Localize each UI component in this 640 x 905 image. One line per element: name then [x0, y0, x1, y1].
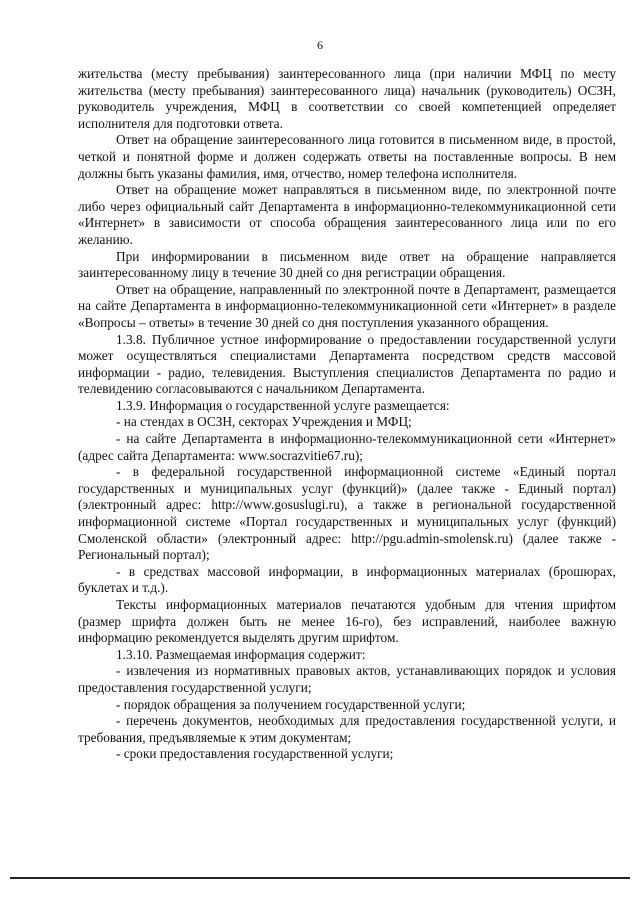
paragraph-1-3-9: 1.3.9. Информация о государственной услуге размещается: — [116, 397, 450, 413]
paragraph-1-3-10: 1.3.10. Размещаемая информация содержит: — [116, 646, 366, 662]
paragraph-1-3-8: 1.3.8. Публичное устное информирование о предоставлении государственной услуги может осуществляться специалистами Департамента посредством средств массовой информации - радио, телевидения. Выступления специалистов Департамента по радио и телевидению согласовываются с начальником Департамента. — [78, 331, 616, 397]
list-item-portals: - в федеральной государственной информационной системе «Единый портал государственных и муниципальных услуг (функций)» (далее также - Единый портал) (электронный адрес: http://www.gosuslugi.ru), а также в региональной государственной информационной системе «Портал государственных и муниципальных услуг (функций) Смоленской области» (электронный адрес: http://pgu.admin-smolensk.ru) (далее также - Региональный портал); — [78, 464, 616, 563]
list-item-documents: - перечень документов, необходимых для предоставления государственной услуги, и требования, предъявляемые к этим документам; — [78, 713, 616, 745]
list-item-website: - на сайте Департамента в информационно-телекоммуникационной сети «Интернет» (адрес сайта Департамента: www.socrazvitie67.ru); — [78, 431, 616, 463]
bottom-divider — [10, 877, 630, 879]
paragraph-print-requirements: Тексты информационных материалов печатаются удобным для чтения шрифтом (размер шрифта должен быть не менее 16-го), без исправлений, наиболее важную информацию рекомендуется выделять другим шрифтом. — [78, 597, 616, 646]
list-item-stands: - на стендах в ОСЗН, секторах Учреждения и МФЦ; — [116, 414, 412, 430]
paragraph-email-answer: Ответ на обращение, направленный по электронной почте в Департамент, размещается на сайте Департамента в информационно-телекоммуникационной сети «Интернет» в разделе «Вопросы – ответы» в течение 30 дней со дня поступления указанного обращения. — [78, 281, 616, 330]
paragraph-answer-deadline: При информировании в письменном виде ответ на обращение направляется заинтересованному лицу в течение 30 дней со дня регистрации обращения. — [78, 248, 616, 281]
list-item-media: - в средствах массовой информации, в информационных материалах (брошюрах, буклетах и т.д.). — [78, 563, 616, 596]
page-number: 6 — [317, 38, 323, 52]
list-item-extracts: - извлечения из нормативных правовых актов, устанавливающих порядок и условия предоставления государственной услуги; — [78, 663, 616, 695]
list-item-terms: - сроки предоставления государственной услуги; — [116, 746, 394, 762]
list-item-procedure: - порядок обращения за получением государственной услуги; — [116, 696, 466, 712]
paragraph-continuation: жительства (месту пребывания) заинтересованного лица (при наличии МФЦ по месту жительства (месту пребывания) заинтересованного лица) начальник (руководитель) ОСЗН, руководитель учреждения, МФЦ в соответствии со своей компетенцией определяет исполнителя для подготовки ответа. — [78, 66, 616, 131]
paragraph-answer-delivery: Ответ на обращение может направляться в письменном виде, по электронной почте либо через официальный сайт Департамента в информационно-телекоммуникационной сети «Интернет» в зависимости от способа обращения заинтересованного лица или по его желанию. — [78, 182, 616, 247]
paragraph-answer-written: Ответ на обращение заинтересованного лица готовится в письменном виде, в простой, четкой и понятной форме и должен содержать ответы на поставленные вопросы. В нем должны быть указаны фамилия, имя, отчество, номер телефона исполнителя. — [78, 132, 616, 181]
document-body — [78, 66, 616, 763]
